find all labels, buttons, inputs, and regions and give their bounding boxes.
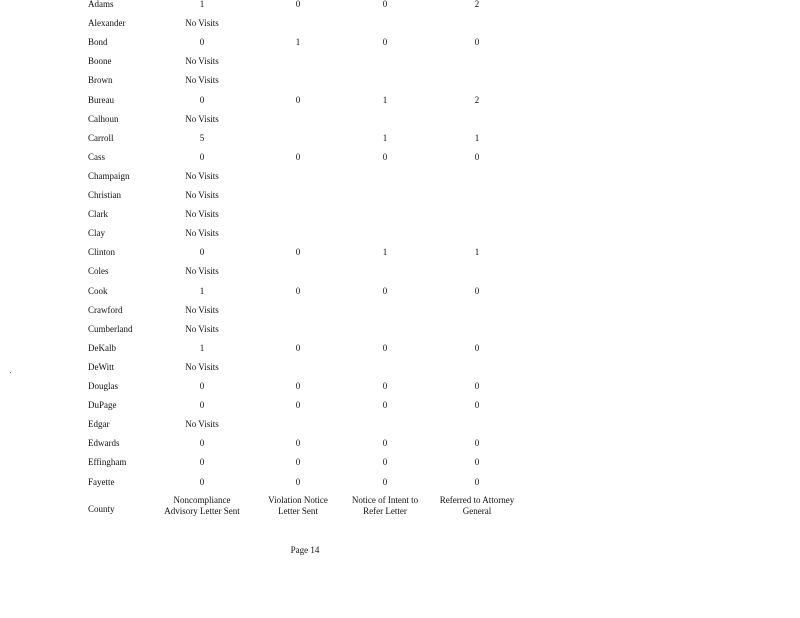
- count-cell: 0: [295, 0, 301, 9]
- county-name-cell: Effingham: [88, 457, 127, 468]
- county-name-cell: Cass: [88, 151, 106, 162]
- page-number: Page 14: [290, 545, 320, 555]
- count-cell: 0: [474, 285, 480, 296]
- county-name-cell: Bureau: [88, 94, 114, 105]
- count-cell: 0: [295, 476, 301, 487]
- county-name-cell: Champaign: [88, 170, 130, 181]
- count-cell: 0: [474, 476, 480, 487]
- count-cell: No Visits: [185, 56, 219, 67]
- header-county: County: [88, 504, 115, 514]
- count-cell: No Visits: [185, 361, 219, 372]
- count-cell: 0: [295, 247, 301, 258]
- count-cell: 0: [295, 438, 301, 449]
- count-cell: 0: [199, 94, 205, 105]
- count-cell: 0: [382, 381, 388, 391]
- count-cell: 0: [382, 285, 388, 296]
- table-row: [0, 301, 800, 320]
- count-cell: No Visits: [185, 75, 219, 86]
- header-noncompliance: Noncompliance Advisory Letter Sent: [164, 495, 240, 516]
- count-cell: 0: [295, 381, 301, 391]
- count-cell: 0: [382, 151, 388, 162]
- count-cell: 0: [474, 381, 480, 391]
- table-row: [0, 339, 800, 358]
- table-header: [0, 495, 800, 523]
- count-cell: 0: [474, 342, 480, 353]
- table-row: [0, 434, 800, 453]
- count-cell: 0: [382, 37, 388, 48]
- count-cell: 0: [295, 400, 301, 411]
- count-cell: 0: [295, 342, 301, 353]
- table-row: [0, 262, 800, 281]
- count-cell: No Visits: [185, 304, 219, 315]
- table-row: [0, 205, 800, 224]
- county-name-cell: Carroll: [88, 132, 114, 143]
- count-cell: No Visits: [185, 170, 219, 181]
- table-row: [0, 224, 800, 243]
- count-cell: No Visits: [185, 113, 219, 124]
- count-cell: 0: [295, 285, 301, 296]
- county-name-cell: Clinton: [88, 247, 116, 258]
- count-cell: 2: [474, 94, 480, 105]
- header-notice-of-intent: Notice of Intent to Refer Letter: [351, 495, 419, 516]
- table-row: [0, 167, 800, 186]
- county-name-cell: Brown: [88, 75, 113, 86]
- county-name-cell: Calhoun: [88, 113, 119, 124]
- count-cell: 0: [474, 151, 480, 162]
- count-cell: 0: [474, 400, 480, 411]
- county-name-cell: Fayette: [88, 476, 115, 487]
- county-name-cell: Christian: [88, 190, 121, 200]
- county-name-cell: Coles: [88, 266, 109, 277]
- count-cell: 1: [199, 285, 205, 296]
- count-cell: No Visits: [185, 266, 219, 277]
- count-cell: No Visits: [185, 228, 219, 239]
- count-cell: 1: [474, 247, 480, 258]
- table-row: [0, 0, 800, 14]
- table-row: [0, 396, 800, 415]
- count-cell: 0: [295, 151, 301, 162]
- county-name-cell: Crawford: [88, 304, 123, 315]
- county-name-cell: Cook: [88, 285, 108, 296]
- count-cell: 1: [199, 342, 205, 353]
- county-name-cell: Clark: [88, 209, 108, 220]
- count-cell: No Visits: [185, 190, 219, 200]
- count-cell: No Visits: [185, 18, 219, 29]
- count-cell: 0: [474, 438, 480, 449]
- count-cell: 0: [199, 151, 205, 162]
- table-row: [0, 14, 800, 33]
- count-cell: 0: [382, 0, 388, 9]
- table-row: [0, 358, 800, 377]
- county-name-cell: DeWitt: [88, 361, 115, 372]
- header-violation-notice: Violation Notice Letter Sent: [268, 495, 328, 516]
- count-cell: 0: [382, 400, 388, 411]
- table-row: [0, 129, 800, 148]
- table-row: [0, 282, 800, 301]
- table-row: [0, 453, 800, 472]
- count-cell: No Visits: [185, 209, 219, 220]
- table-row: [0, 110, 800, 129]
- count-cell: 1: [382, 94, 388, 105]
- county-name-cell: Alexander: [88, 18, 126, 29]
- county-name-cell: DuPage: [88, 400, 117, 411]
- county-name-cell: Edgar: [88, 419, 110, 430]
- count-cell: 0: [382, 457, 388, 468]
- count-cell: 1: [382, 247, 388, 258]
- table-row: [0, 186, 800, 205]
- count-cell: 1: [382, 132, 388, 143]
- table-row: [0, 473, 800, 492]
- county-name-cell: Adams: [88, 0, 114, 9]
- county-name-cell: Clay: [88, 228, 105, 239]
- count-cell: 1: [199, 0, 205, 9]
- count-cell: 2: [474, 0, 480, 9]
- county-name-cell: Boone: [88, 56, 112, 67]
- table-row: [0, 52, 800, 71]
- count-cell: 0: [199, 438, 205, 449]
- table-row: [0, 71, 800, 90]
- county-name-cell: Douglas: [88, 381, 118, 391]
- count-cell: 0: [474, 457, 480, 468]
- count-cell: 1: [474, 132, 480, 143]
- count-cell: No Visits: [185, 419, 219, 430]
- table-row: [0, 320, 800, 339]
- count-cell: 0: [199, 37, 205, 48]
- count-cell: 0: [382, 342, 388, 353]
- scan-speck: [10, 372, 11, 373]
- table-row: [0, 33, 800, 52]
- count-cell: 0: [199, 381, 205, 391]
- table-row: [0, 415, 800, 434]
- count-cell: 0: [199, 400, 205, 411]
- header-referred-ag: Referred to Attorney General: [439, 495, 515, 516]
- count-cell: 0: [199, 476, 205, 487]
- count-cell: 0: [199, 457, 205, 468]
- count-cell: 0: [382, 476, 388, 487]
- county-name-cell: Edwards: [88, 438, 120, 449]
- count-cell: 0: [199, 247, 205, 258]
- count-cell: No Visits: [185, 323, 219, 334]
- count-cell: 0: [295, 457, 301, 468]
- table-row: [0, 377, 800, 396]
- table-row: [0, 91, 800, 110]
- count-cell: 1: [295, 37, 301, 48]
- count-cell: 0: [295, 94, 301, 105]
- table-row: [0, 243, 800, 262]
- count-cell: 0: [474, 37, 480, 48]
- count-cell: 5: [199, 132, 205, 143]
- table-row: [0, 148, 800, 167]
- county-name-cell: DeKalb: [88, 342, 116, 353]
- county-name-cell: Bond: [88, 37, 108, 48]
- count-cell: 0: [382, 438, 388, 449]
- county-name-cell: Cumberland: [88, 323, 133, 334]
